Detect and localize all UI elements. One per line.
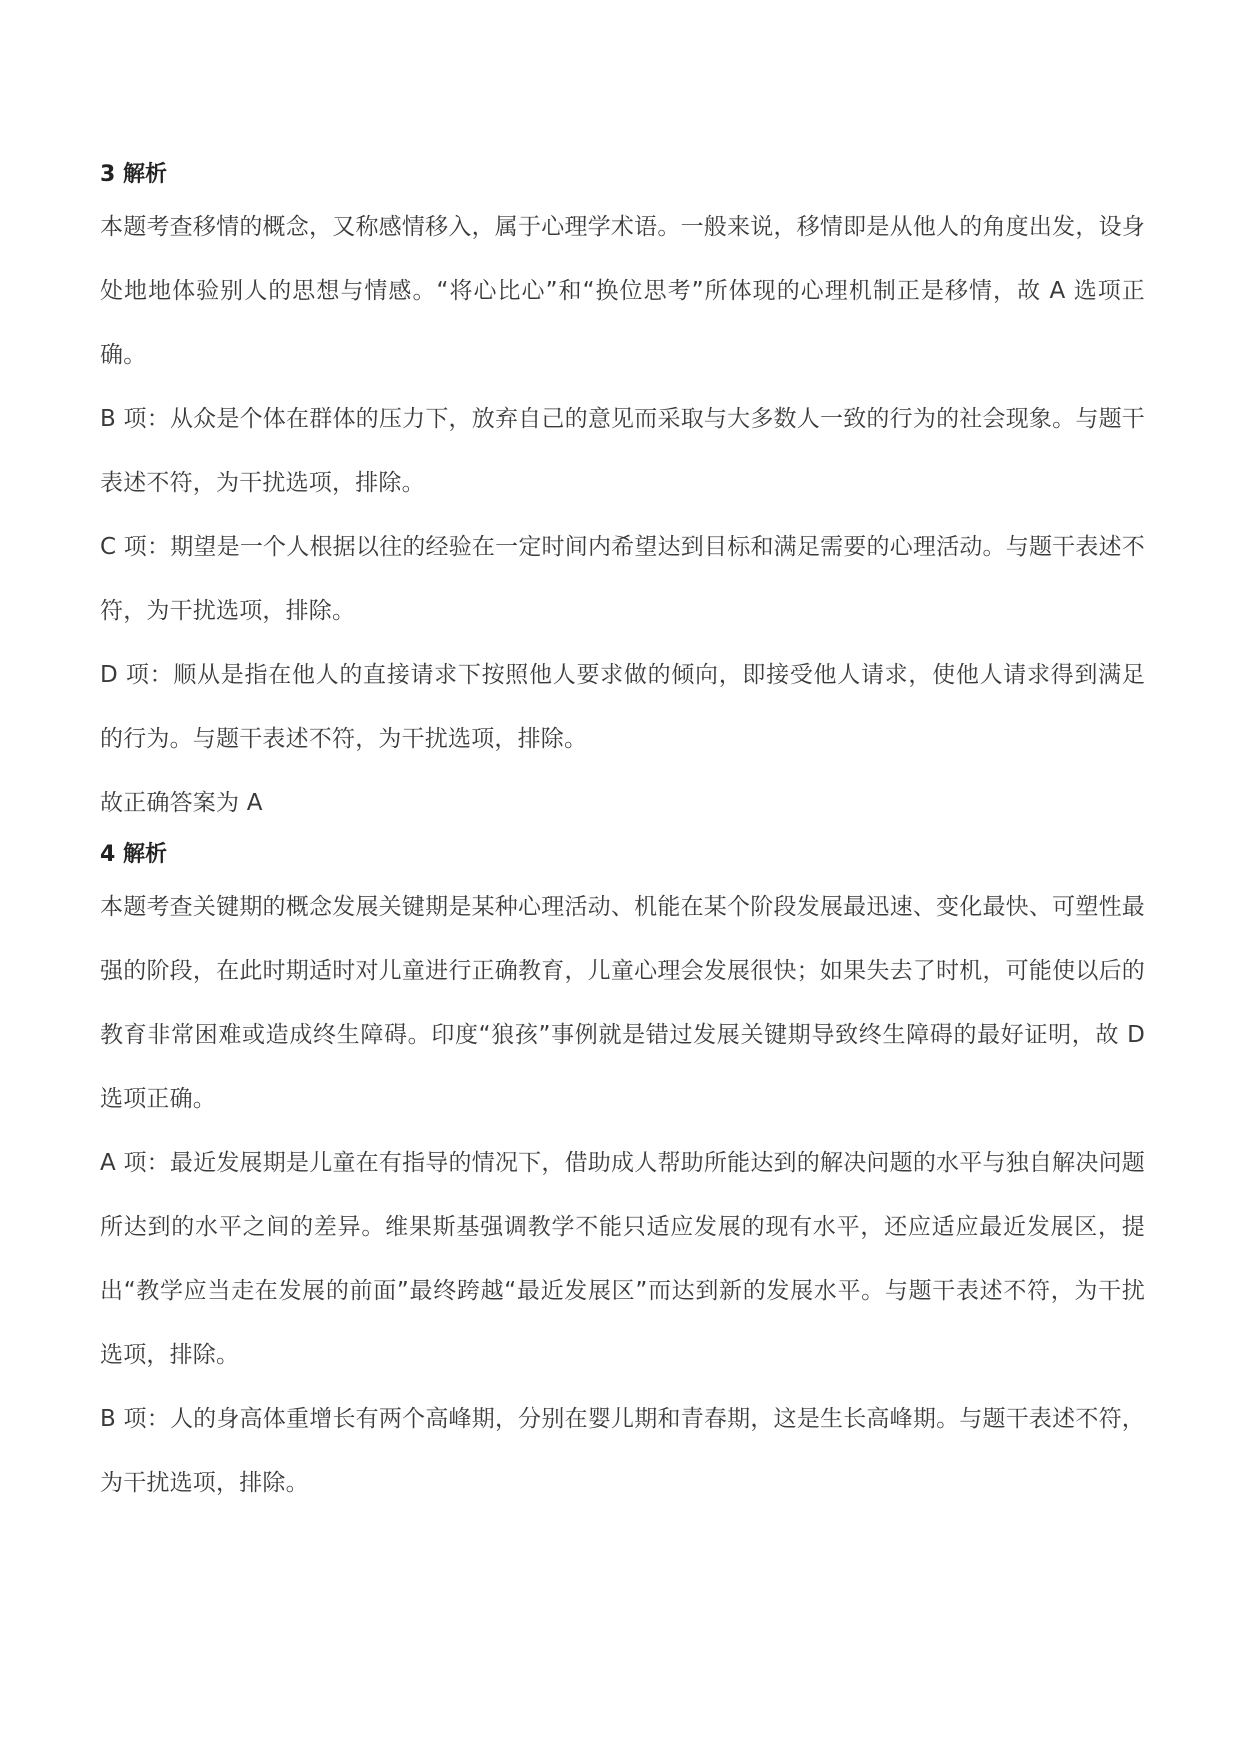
paragraph: 本题考查移情的概念，又称感情移入，属于心理学术语。一般来说，移情即是从他人的角度出发，设身处地地体验别人的思想与情感。“将心比心”和“换位思考”所体现的心理机制正是移情，故 A 选项正确。 <box>100 214 1145 368</box>
section-heading: 3 解析 <box>100 162 167 187</box>
paragraph: D 项：顺从是指在他人的直接请求下按照他人要求做的倾向，即接受他人请求，使他人请求得到满足的行为。与题干表述不符，为干扰选项，排除。 <box>100 662 1145 752</box>
paragraph: 本题考查关键期的概念发展关键期是某种心理活动、机能在某个阶段发展最迅速、变化最快、可塑性最强的阶段，在此时期适时对儿童进行正确教育，儿童心理会发展很快；如果失去了时机，可能使以后的教育非常困难或造成终生障碍。印度“狼孩”事例就是错过发展关键期导致终生障碍的最好证明，故 D 选项正确。 <box>100 894 1145 1112</box>
paragraph: B 项：人的身高体重增长有两个高峰期，分别在婴儿期和青春期，这是生长高峰期。与题干表述不符，为干扰选项，排除。 <box>100 1406 1145 1496</box>
section-4 <box>100 835 1145 1515</box>
paragraph: A 项：最近发展期是儿童在有指导的情况下，借助成人帮助所能达到的解决问题的水平与独自解决问题所达到的水平之间的差异。维果斯基强调教学不能只适应发展的现有水平，还应适应最近发展区，提出“教学应当走在发展的前面”最终跨越“最近发展区”而达到新的发展水平。与题干表述不符，为干扰选项，排除。 <box>100 1150 1145 1368</box>
answer-line: 故正确答案为 A <box>100 790 263 816</box>
paragraph: C 项：期望是一个人根据以往的经验在一定时间内希望达到目标和满足需要的心理活动。与题干表述不符，为干扰选项，排除。 <box>100 534 1145 624</box>
section-heading: 4 解析 <box>100 842 167 867</box>
paragraph: B 项：从众是个体在群体的压力下，放弃自己的意见而采取与大多数人一致的行为的社会现象。与题干表述不符，为干扰选项，排除。 <box>100 406 1145 496</box>
section-3 <box>100 155 1145 835</box>
document-page <box>100 155 1145 1515</box>
